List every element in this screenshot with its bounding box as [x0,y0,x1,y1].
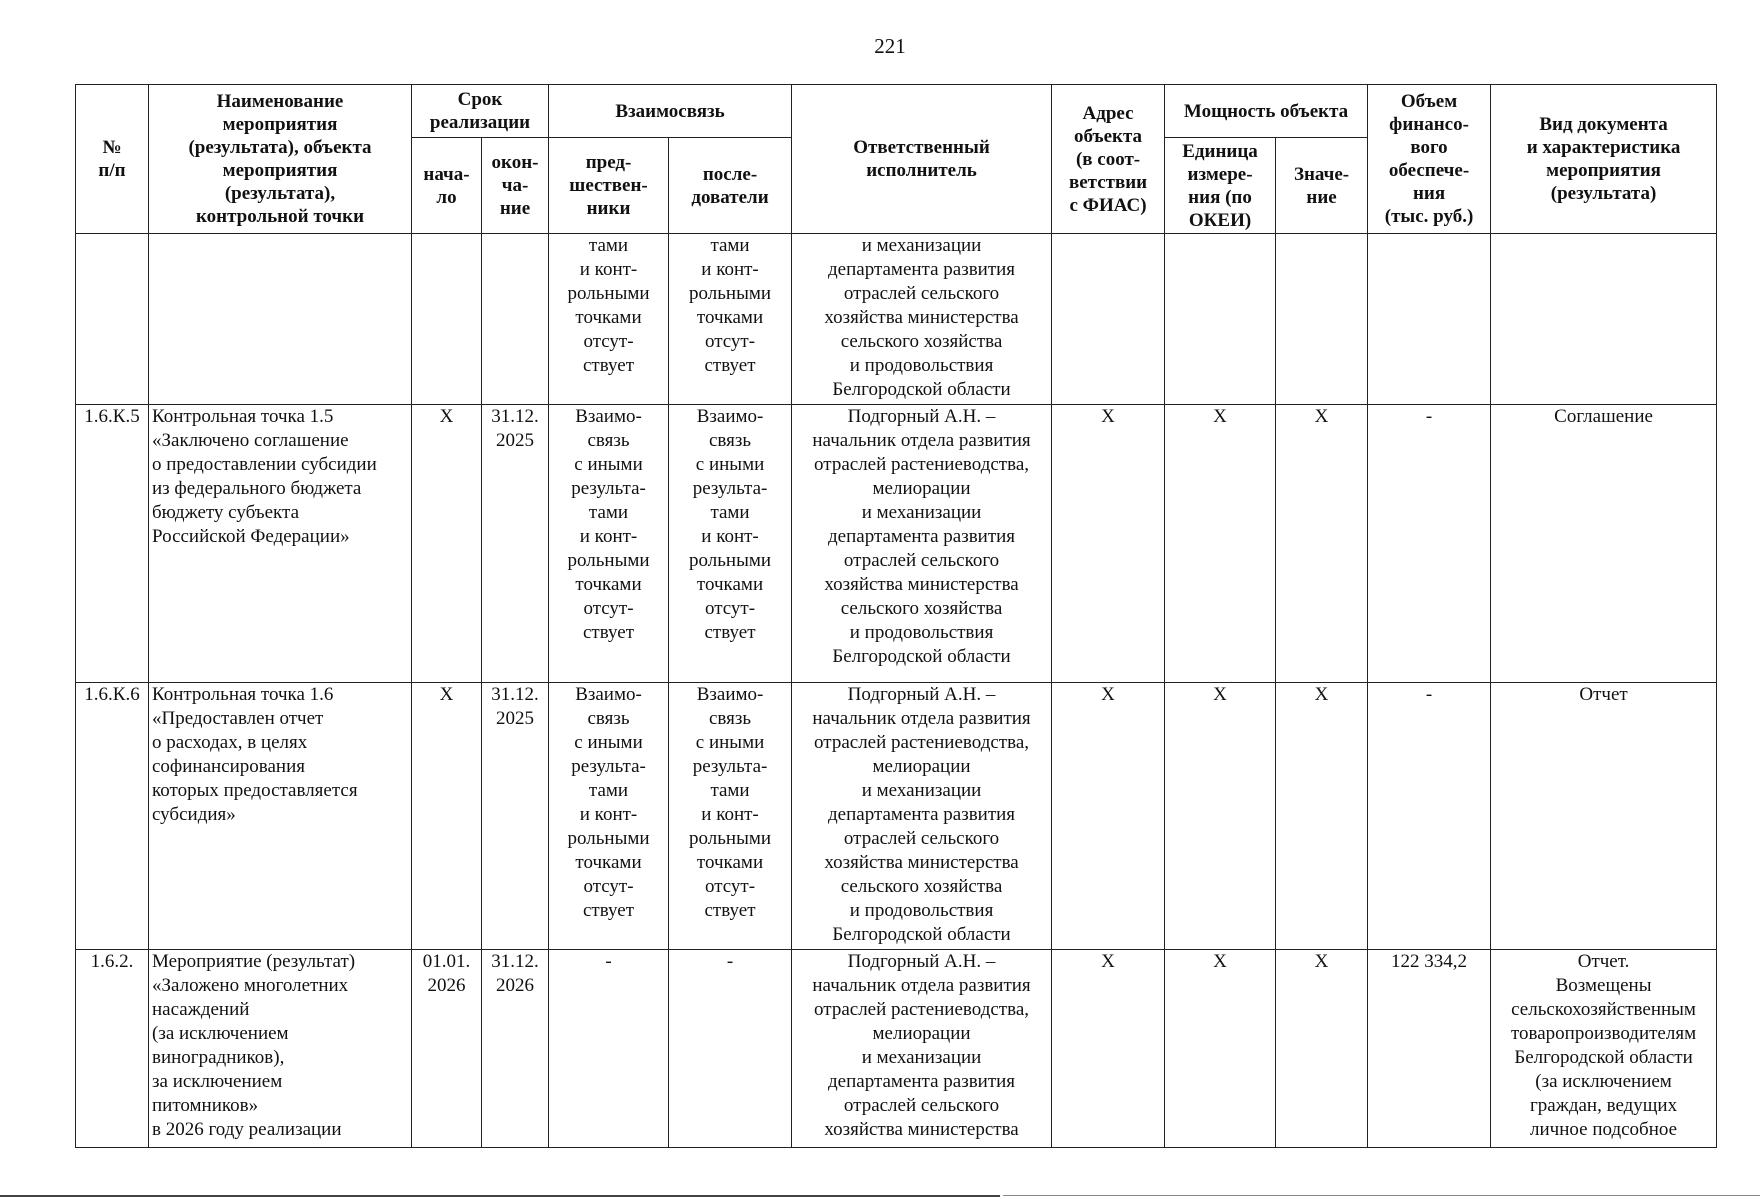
cell-unit: X [1165,950,1276,1148]
header-name: Наименование мероприятия (результата), объекта мероприятия (результата), контрольной точки [149,85,412,234]
cell-doc: Отчет [1491,683,1717,950]
header-term-end: окон- ча- ние [482,138,549,234]
cell-value [1276,234,1368,405]
measures-table [75,84,1717,1148]
cell-unit: X [1165,683,1276,950]
bottom-divider [0,1195,1000,1197]
cell-prev: Взаимо- связь с иными результа- тами и конт- рольными точками отсут- ствует [549,405,669,683]
cell-num [76,234,149,405]
cell-unit [1165,234,1276,405]
header-responsible: Ответственный исполнитель [792,85,1052,234]
cell-finance: - [1368,683,1491,950]
cell-prev: - [549,950,669,1148]
bottom-divider [1003,1195,1760,1196]
header-num: № п/п [76,85,149,234]
cell-responsible: Подгорный А.Н. – начальник отдела развития отраслей растениеводства, мелиорации и механизации департамента развития отраслей сельского хозяйства министерства [792,950,1052,1148]
cell-responsible: Подгорный А.Н. – начальник отдела развития отраслей растениеводства, мелиорации и механизации департамента развития отраслей сельского хозяйства министерства сельского хозяйства и продовольствия Белгородской области [792,405,1052,683]
cell-next: тами и конт- рольными точками отсут- ствует [669,234,792,405]
header-term-start: нача- ло [412,138,482,234]
cell-end: 31.12. 2026 [482,950,549,1148]
cell-doc: Отчет. Возмещены сельскохозяйственным товаропроизводителям Белгородской области (за исключением граждан, ведущих личное подсобное [1491,950,1717,1148]
cell-num: 1.6.К.5 [76,405,149,683]
cell-finance [1368,234,1491,405]
cell-responsible: и механизации департамента развития отраслей сельского хозяйства министерства сельского хозяйства и продовольствия Белгородской области [792,234,1052,405]
table-row [76,683,1717,950]
cell-num: 1.6.К.6 [76,683,149,950]
cell-address: X [1052,405,1165,683]
cell-end [482,234,549,405]
cell-finance: 122 334,2 [1368,950,1491,1148]
page-number: 221 [874,34,906,58]
cell-end: 31.12. 2025 [482,683,549,950]
cell-start: X [412,683,482,950]
header-capacity: Мощность объекта [1165,85,1368,138]
cell-address [1052,234,1165,405]
cell-prev: Взаимо- связь с иными результа- тами и конт- рольными точками отсут- ствует [549,683,669,950]
cell-name: Мероприятие (результат) «Заложено многолетних насаждений (за исключением виноградников), за исключением питомников» в 2026 году реализации [149,950,412,1148]
cell-next: Взаимо- связь с иными результа- тами и конт- рольными точками отсут- ствует [669,683,792,950]
cell-name: Контрольная точка 1.5 «Заключено соглашение о предоставлении субсидии из федерального бюджета бюджету субъекта Российской Федерации» [149,405,412,683]
cell-unit: X [1165,405,1276,683]
cell-doc: Соглашение [1491,405,1717,683]
header-address: Адрес объекта (в соот- ветствии с ФИАС) [1052,85,1165,234]
header-link: Взаимосвязь [549,85,792,138]
cell-name [149,234,412,405]
header-value: Значе- ние [1276,138,1368,234]
header-link-prev: пред- шествен- ники [549,138,669,234]
table-row [76,234,1717,405]
header-doc: Вид документа и характеристика мероприятия (результата) [1491,85,1717,234]
cell-address: X [1052,950,1165,1148]
cell-doc [1491,234,1717,405]
cell-next: - [669,950,792,1148]
cell-num: 1.6.2. [76,950,149,1148]
cell-prev: тами и конт- рольными точками отсут- ствует [549,234,669,405]
header-link-next: после- дователи [669,138,792,234]
cell-next: Взаимо- связь с иными результа- тами и конт- рольными точками отсут- ствует [669,405,792,683]
cell-finance: - [1368,405,1491,683]
cell-responsible: Подгорный А.Н. – начальник отдела развития отраслей растениеводства, мелиорации и механизации департамента развития отраслей сельского хозяйства министерства сельского хозяйства и продовольствия Белгородской области [792,683,1052,950]
cell-name: Контрольная точка 1.6 «Предоставлен отчет о расходах, в целях софинансирования которых предоставляется субсидия» [149,683,412,950]
header-finance: Объем финансо- вого обеспече- ния (тыс. руб.) [1368,85,1491,234]
cell-start: X [412,405,482,683]
cell-address: X [1052,683,1165,950]
table-row [76,950,1717,1148]
cell-start [412,234,482,405]
table-row [76,405,1717,683]
cell-end: 31.12. 2025 [482,405,549,683]
header-unit: Единица измере- ния (по ОКЕИ) [1165,138,1276,234]
cell-start: 01.01. 2026 [412,950,482,1148]
cell-value: X [1276,683,1368,950]
cell-value: X [1276,950,1368,1148]
cell-value: X [1276,405,1368,683]
header-term: Срок реализации [412,85,549,138]
